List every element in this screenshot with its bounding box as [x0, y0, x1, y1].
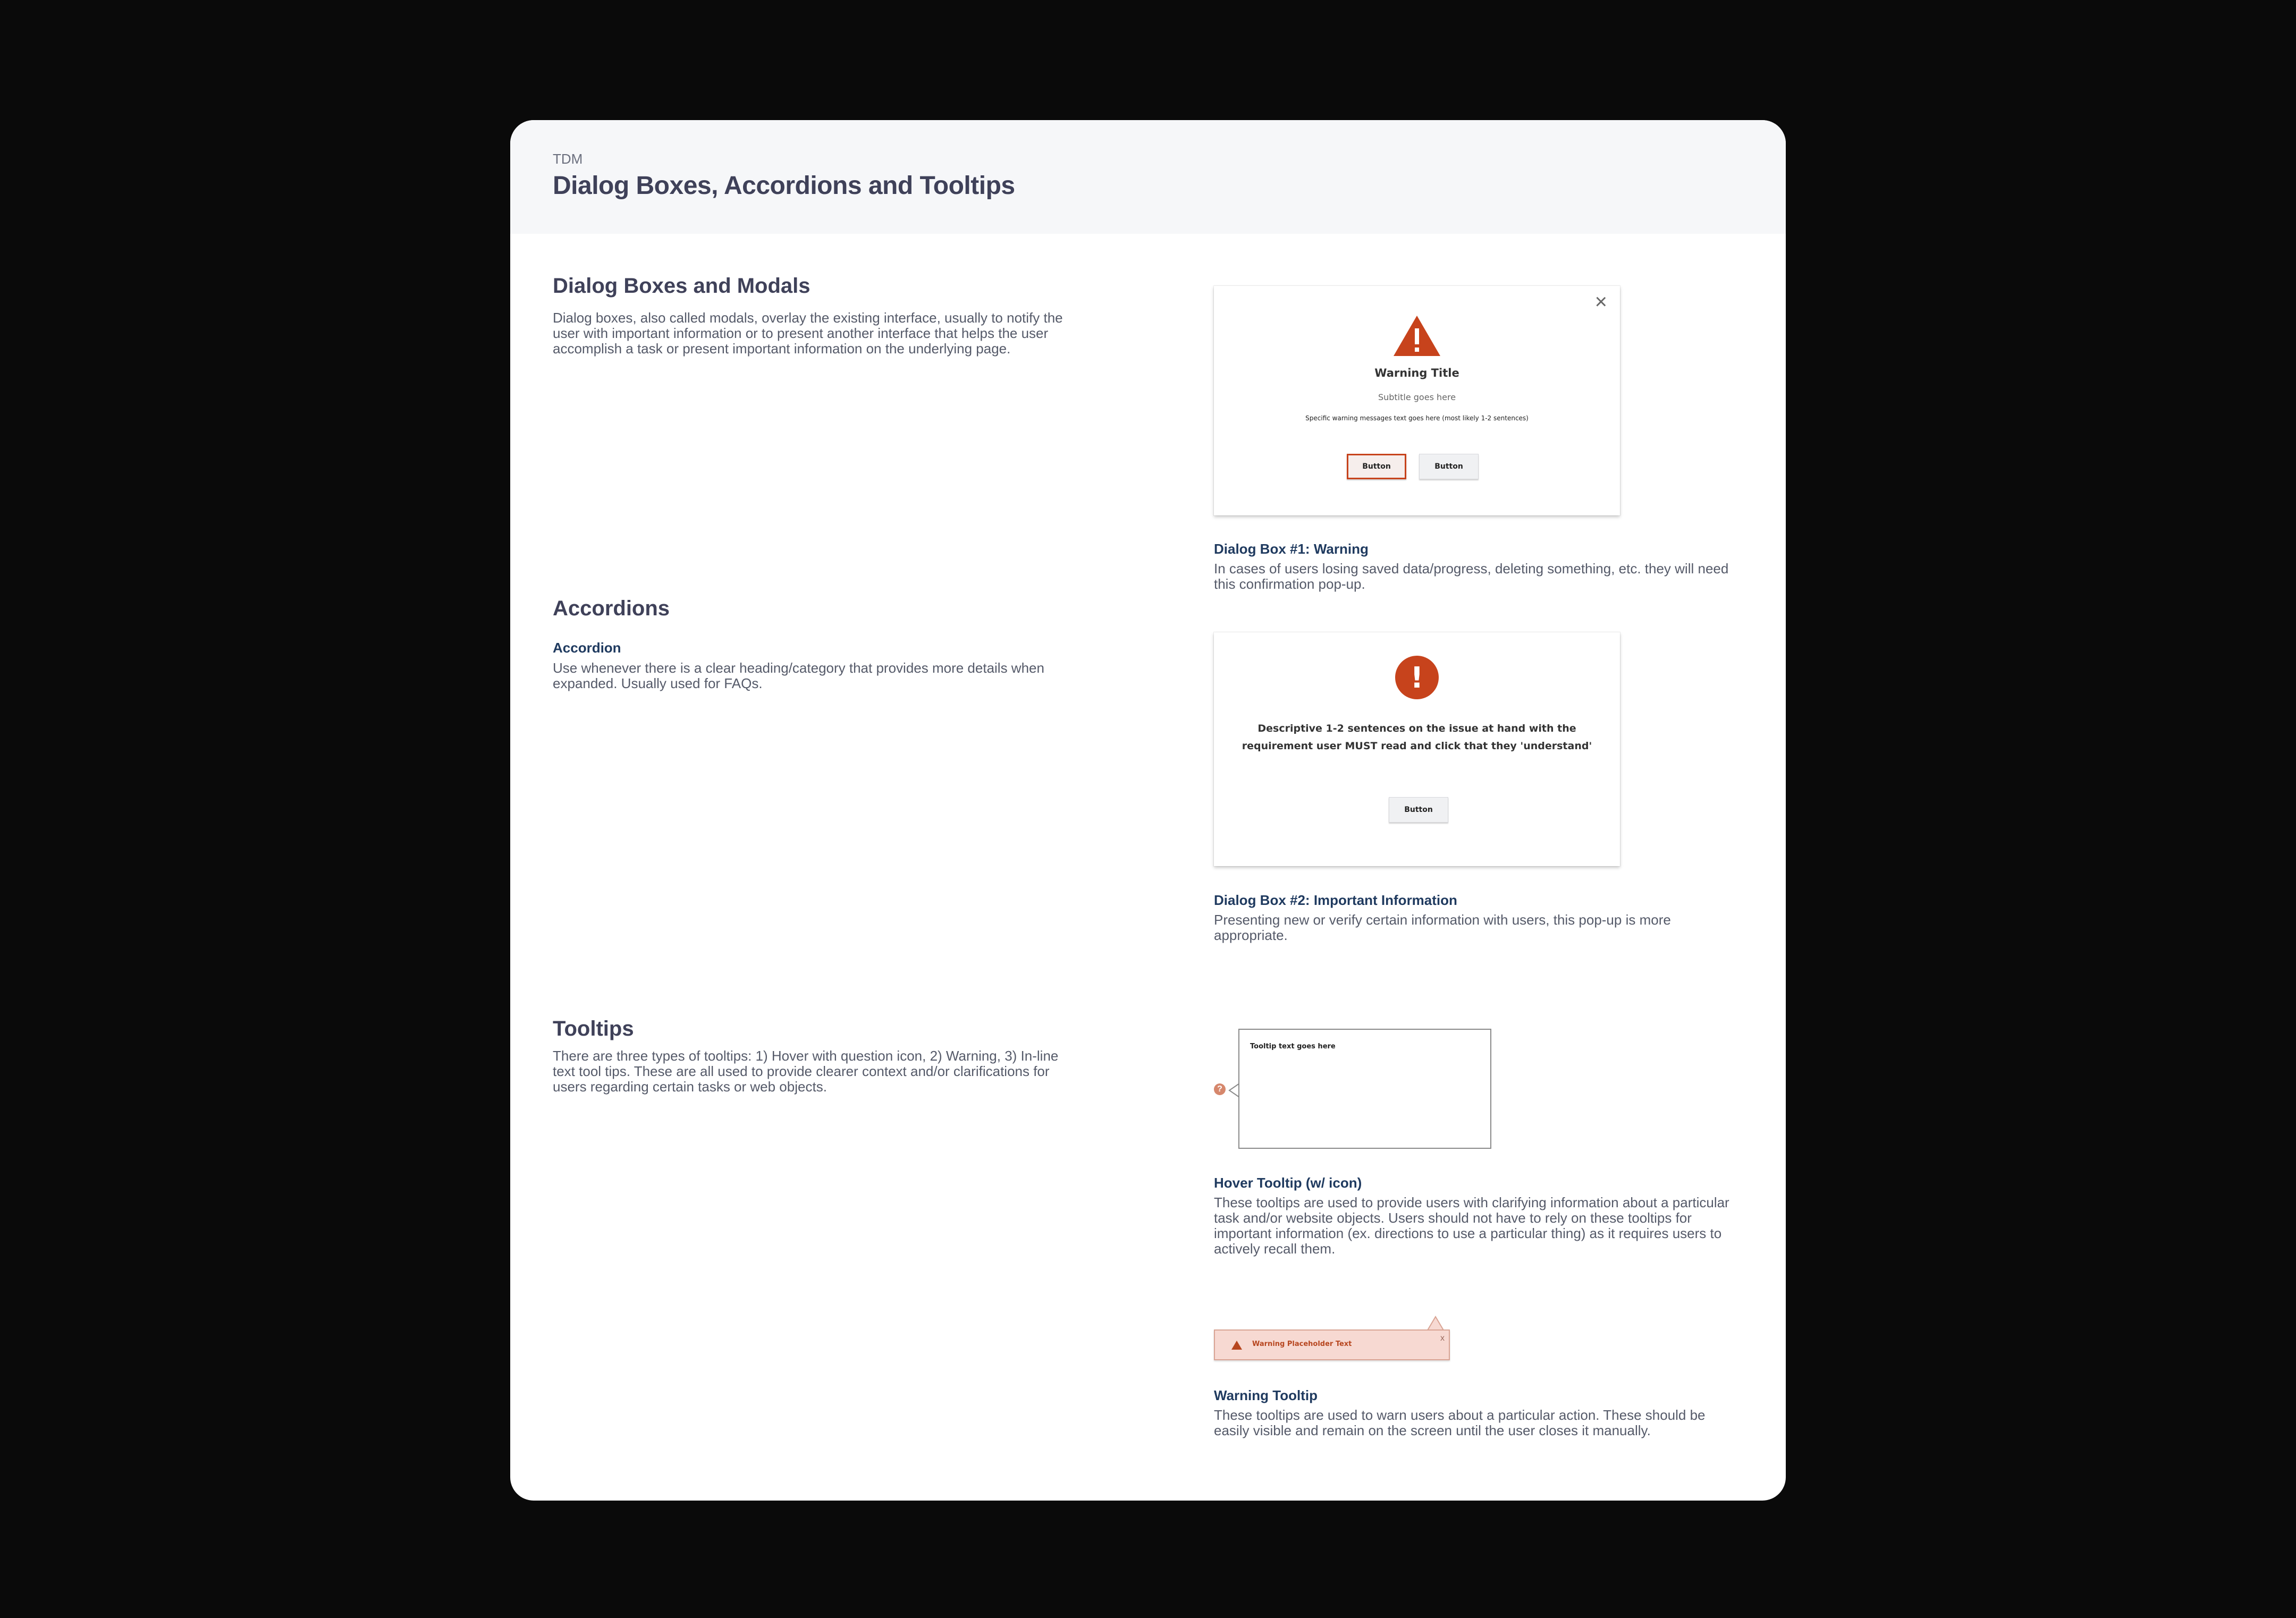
- documentation-card: [510, 120, 1786, 1501]
- warning-triangle-icon: [1392, 315, 1441, 357]
- close-icon[interactable]: ×: [1594, 290, 1607, 314]
- warning-tooltip-text: Warning Placeholder Text: [1252, 1340, 1352, 1348]
- warning-tooltip: [1214, 1329, 1450, 1360]
- tooltips-section-title: Tooltips: [553, 1017, 634, 1040]
- accordion-subtitle: Accordion: [553, 640, 621, 656]
- warning-dialog-caption-body: In cases of users losing saved data/progress, deleting something, etc. they will need this confirmation pop-up.: [1214, 561, 1729, 592]
- important-info-message-line-1: Descriptive 1-2 sentences on the issue at hand with the: [1257, 723, 1576, 734]
- card-header: [510, 120, 1786, 234]
- hover-tooltip-caption-title: Hover Tooltip (w/ icon): [1214, 1175, 1362, 1191]
- hover-tooltip-caption-body: These tooltips are used to provide users with clarifying information about a particular task and/or website objects. Users should not have to rely on these tooltips for important information (ex. directions to use a particular thing) as it requires users to actively recall them.: [1214, 1195, 1729, 1257]
- important-info-caption-title: Dialog Box #2: Important Information: [1214, 892, 1457, 908]
- accordions-section-title: Accordions: [553, 597, 670, 620]
- warning-dialog-secondary-button[interactable]: Button: [1419, 454, 1479, 479]
- important-info-message-line-2: requirement user MUST read and click that they 'understand': [1242, 740, 1592, 752]
- warning-dialog-caption-title: Dialog Box #1: Warning: [1214, 541, 1369, 557]
- warning-tooltip-caption-title: Warning Tooltip: [1214, 1387, 1318, 1403]
- page-title: Dialog Boxes, Accordions and Tooltips: [553, 172, 1015, 200]
- dialogs-section-title: Dialog Boxes and Modals: [553, 274, 811, 298]
- warning-icon: [1231, 1340, 1243, 1350]
- warning-tooltip-caption-body: These tooltips are used to warn users about a particular action. These should be easily visible and remain on the screen until the user closes it manually.: [1214, 1407, 1706, 1438]
- warning-dialog: [1214, 286, 1620, 515]
- warning-dialog-message: Specific warning messages text goes here (most likely 1-2 sentences): [1305, 414, 1529, 422]
- exclamation-circle-icon: !: [1395, 656, 1439, 699]
- important-info-button[interactable]: Button: [1389, 797, 1448, 823]
- warning-dialog-title: Warning Title: [1374, 367, 1459, 379]
- dialogs-section-body: Dialog boxes, also called modals, overlay the existing interface, usually to notify the user with important information or to present another interface that helps the user accomplish a task or present important information on the underlying page.: [553, 310, 1063, 357]
- warning-dialog-subtitle: Subtitle goes here: [1378, 392, 1456, 402]
- accordions-section-body: Use whenever there is a clear heading/category that provides more details when expanded. Usually used for FAQs.: [553, 660, 1044, 691]
- tooltips-section-body: There are three types of tooltips: 1) Hover with question icon, 2) Warning, 3) In-line text tool tips. These are all used to provide clearer context and/or clarifications for users regarding certain tasks or web objects.: [553, 1048, 1059, 1095]
- project-label: TDM: [553, 151, 583, 167]
- important-info-dialog: [1214, 632, 1620, 866]
- important-info-caption-body: Presenting new or verify certain information with users, this pop-up is more appropriate.: [1214, 912, 1671, 943]
- warning-dialog-primary-button[interactable]: Button: [1347, 454, 1406, 479]
- hover-tooltip-text: Tooltip text goes here: [1250, 1043, 1336, 1051]
- warning-tooltip-close-icon[interactable]: x: [1440, 1334, 1445, 1343]
- question-icon[interactable]: ?: [1214, 1083, 1226, 1095]
- hover-tooltip: [1238, 1029, 1491, 1149]
